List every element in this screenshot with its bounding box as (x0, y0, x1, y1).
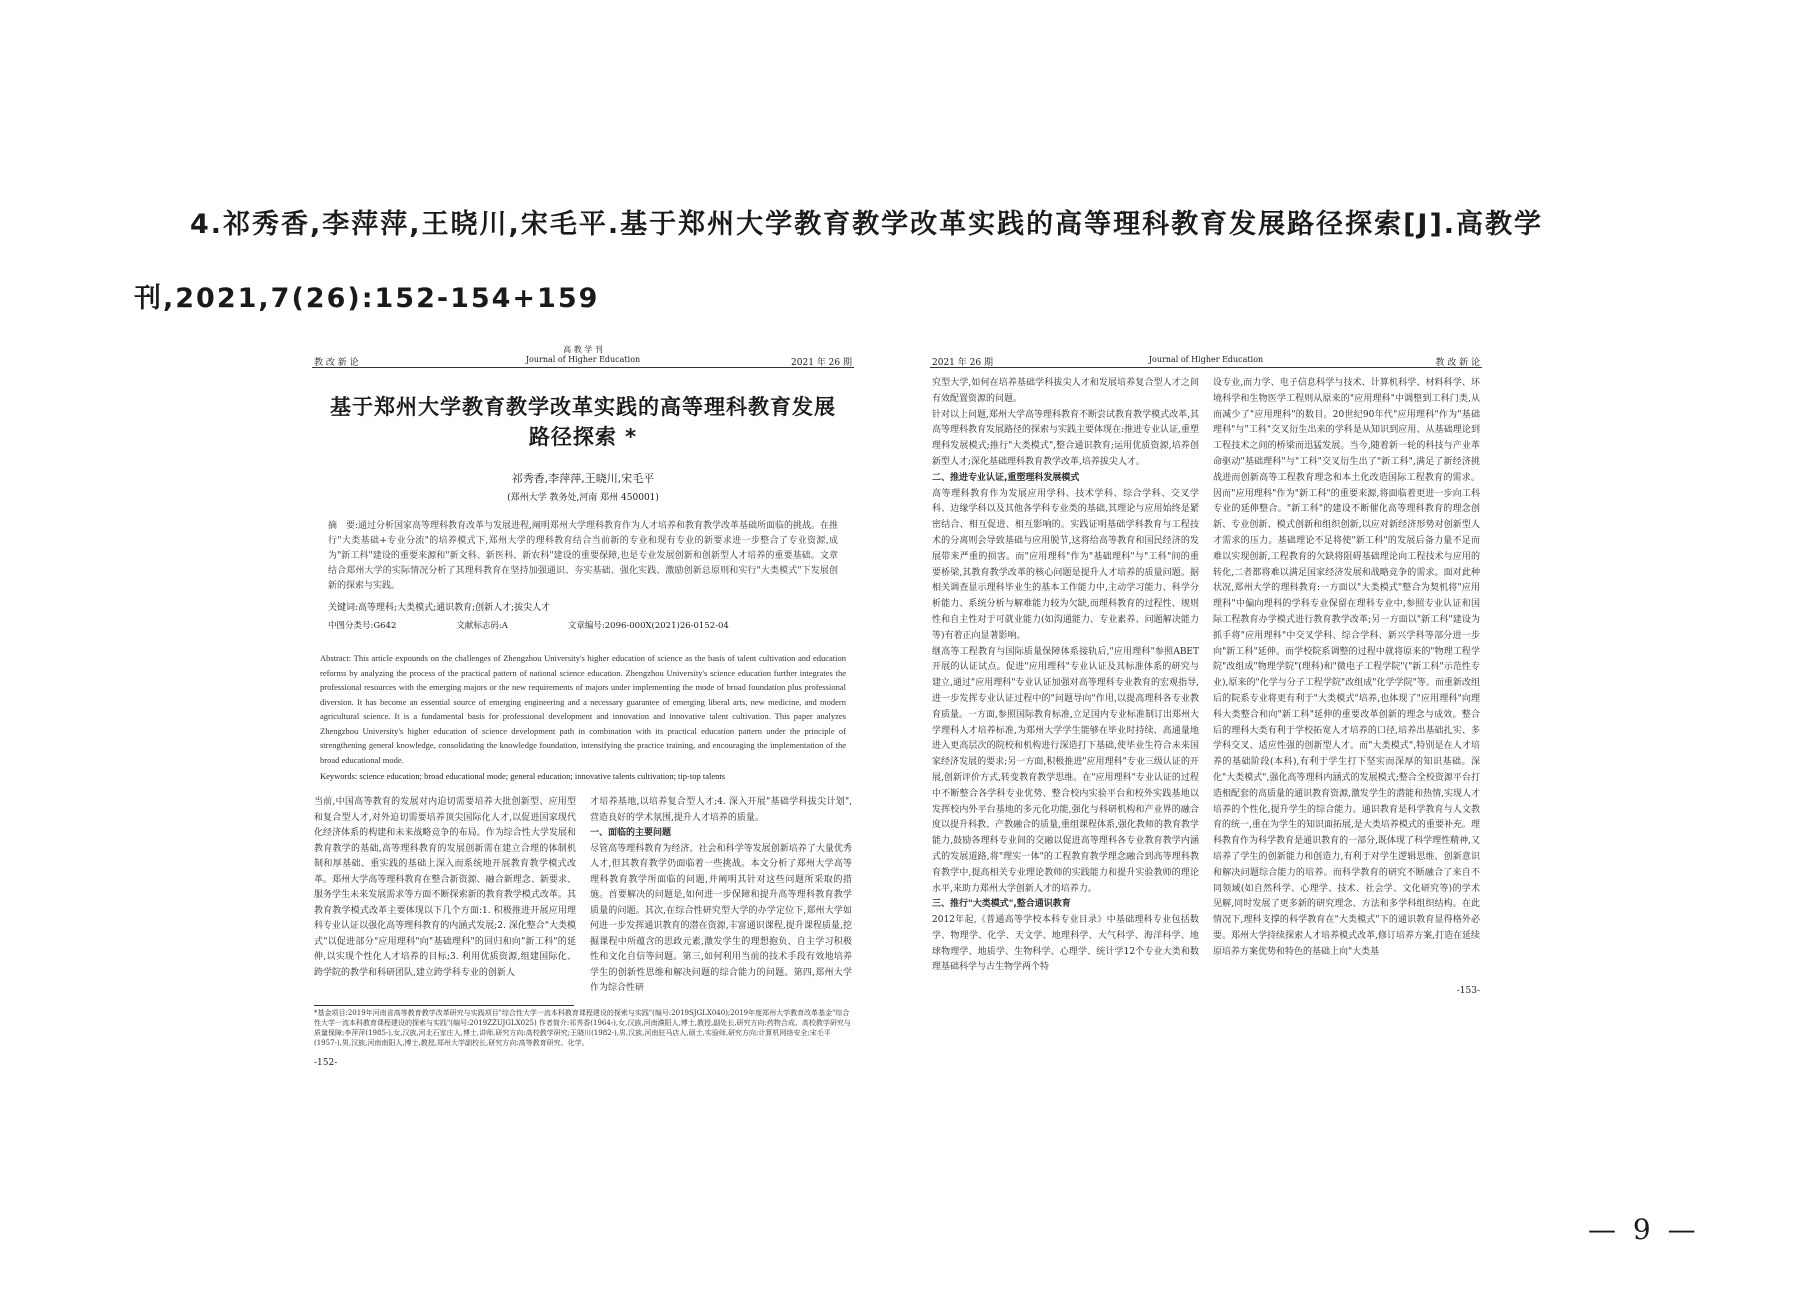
header-rule (312, 367, 854, 368)
article-number: 文章编号:2096-000X(2021)26-0152-04 (567, 621, 729, 631)
section-heading-1: 一、面临的主要问题 (590, 828, 672, 838)
right-page-header (926, 345, 1486, 367)
col1-paragraph-3: 高等理科教育作为发展应用学科、技术学科、综合学科、交叉学科、边缘学科以及其他各学科专业类的基础,其理论与应用始终是紧密结合、相互促进、相互影响的。实践证明基础学科教育与工程技术的分离则会导致基础与应用脱节,这将给高等教育和国民经济的发展带来严重的损害。而"应用理科"作为"基础理科"与"工科"间的重要桥梁,其教育教学改革的核心问题是提升人才培养的质量问题。据相关调查显示理科毕业生的基本工作能力中,主动学习能力、科学分析能力、系统分析与解难能力较为欠缺,而理科教育的过程性、规则性和自主性对于可就业能力(如沟通能力、专业素养、问题解决能力等)有着正向显著影响。 (932, 488, 1199, 641)
body-columns (314, 795, 852, 997)
left-page (308, 345, 858, 1171)
footnote: *基金项目:2019年河南省高等教育教学改革研究与实践项目"综合性大学一流本科教育课程建设的探索与实践"(编号:2019SJGLX040);2019年度郑州大学教育改革基金"综合性大学一流本科教育课程建设的探索与实践"(编号:2019ZZUJGLX025) 作者简介:祁秀香(1964-),女,汉族,河南濮阳人,博士,教授,副处长,研究方向:药物合成、高校教学研究与质量保障;李萍萍(1985-),女,汉族,河北石家庄人,博士,讲师,研究方向:高校教学研究;王晓川(1982-),男,汉族,河南驻马店人,硕士,实验师,研究方向:计算机网络安全;宋毛平(1957-),男,汉族,河南南阳人,博士,教授,郑州大学副校长,研究方向:高等教育研究、化学。 (314, 1008, 851, 1047)
header-rule (930, 367, 1482, 368)
sheet-page-number: — 9 — (1588, 1213, 1700, 1246)
journal-name (308, 345, 858, 365)
section-heading-2: 二、推进专业认证,重塑理科发展模式 (932, 472, 1080, 483)
body-column-2 (590, 795, 852, 997)
authors: 祁秀香,李萍萍,王晓川,宋毛平 (511, 472, 655, 485)
citation (134, 188, 1670, 336)
journal-name-en: Journal of Higher Education (525, 355, 641, 364)
col1-paragraph-4: 继高等工程教育与国际质量保障体系接轨后,"应用理科"参照ABET开展的认证试点。促进"应用理科"专业认证及其标准体系的研究与建立,通过"应用理科"专业认证加强对高等理科专业教育的宏观指导,进一步发挥专业认证过程中的"问题导向"作用,以提高理科各专业教育质量。一方面,参照国际教育标准,立足国内专业标准制订出郑州大学理科人才培养标准,为郑州大学学生能够在毕业时持续、高通量地进入更高层次的院校和机构进行深造打下基础,使毕业生符合未来国家经济发展的要求;另一方面,积极推进"应用理科"专业三级认证的开展,创新评价方式,转变教育教学思维。在"应用理科"专业认证的过程中不断整合各学科专业优势、整合校内实验平台和校外实践基地以发挥校内外平台基地的多元化功能,强化与科研机构和产业界的融合度以提升科教、产教融合的质量,重组课程体系,强化教师的教育教学能力,鼓励各理科专业间的交融以促进高等理科各专业教育教学内涵式的发展道路,将"理实一体"的工程教育教学理念融合到高等理科教育教学中,提高相关专业理论教师的实践能力和提升实验教师的理论水平,来助力郑州大学创新人才的培养力。 (932, 646, 1199, 894)
doc-code: 文献标志码:A (456, 621, 508, 631)
section-heading-3: 三、推行"大类模式",整合通识教育 (932, 899, 1071, 910)
body-column-2: 设专业,而力学、电子信息科学与技术、计算机科学、材料科学、环境科学和生物医学工程则从原来的"应用理科"中调整到工科门类,从而减少了"应用理科"的数目。20世纪90年代"应用理科"作为"基础理科"与"工科"交叉衍生出来的学科是从知识到应用、从基础理论到工程技术之间的桥梁而迅猛发展。当今,随着新一轮的科技与产业革命驱动"基础理科"与"工科"交叉衍生出了"新工科",满足了新经济挑战进而创新高等工程教育理念和本土化改造国际工程教育的需求。因而"应用理科"作为"新工科"的重要来源,将面临着更进一步向工科专业的延伸整合。"新工科"的建设不断催化高等理科教育的理念创新、专业创新、模式创新和组织创新,以应对新经济形势对创新型人才需求的压力。基础理论不足将使"新工科"的发展后备力量不足而难以实现创新,工程教育的欠缺将阻碍基础理论向工程技术与应用的转化,二者都将难以满足国家经济发展和战略竞争的需求。面对此种状况,郑州大学的理科教育:一方面以"大类模式"整合为契机将"应用理科"中偏向理科的学科专业保留在理科专业中,参照专业认证和国际工程教育办学模式进行教育教学改革;另一方面以"新工科"建设为抓手将"应用理科"中交叉学科、综合学科、新兴学科等部分进一步向"新工科"延伸。而学校院系调整的过程中就将原来的"物理工程学院"改组成"物理学院"(理科)和"微电子工程学院"("新工科"示范性专业),原来的"化学与分子工程学院"改组成"化学学院"等。而重新改组后的院系专业将更有利于"大类模式"培养,也体现了"应用理科"向理科大类整合和向"新工科"延伸的重要改革创新的理念与成效。整合后的理科大类有利于学校拓宽人才培养的口径,培养出基础扎实、多学科交叉、适应性强的创新型人才。而"大类模式",特别是在人才培养的基础阶段(本科),有利于学生打下坚实而深厚的知识基础。深化"大类模式",强化高等理科内涵式的发展模式;整合全校资源平台打造相配套的高质量的通识教育资源,激发学生的潜能和热情,实现人才培养的个性化,提升学生的综合能力。通识教育是科学教育与人文教育的统一,重在为学生的知识面拓展,是大类培养模式的重要补充。理科教育作为科学教育是通识教育的一部分,既体现了科学理性精神,又培养了学生的创新能力和创造力,有利于对学生逻辑思维、创新意识和解决问题综合能力的培养。而科学教育的研究不断融合了来自不同领域(如自然科学、心理学、技术、社会学、文化研究等)的学术见解,同时发展了更多新的研究理念、方法和多学科组织结构。在此情况下,理科支撑的科学教育在"大类模式"下的通识教育显得格外必要。郑州大学持续探索人才培养模式改革,修订培养方案,打造在延续原培养方案优势和特色的基础上向"大类基 (1213, 378, 1480, 957)
citation-line-1: 4.祁秀香,李萍萍,王晓川,宋毛平.基于郑州大学教育教学改革实践的高等理科教育发展路径探索[J].高教学 (190, 209, 1544, 240)
issue-label: 2021 年 26 期 (791, 358, 852, 368)
col1-paragraph-5: 2012年起,《普通高等学校本科专业目录》中基础理科专业包括数学、物理学、化学、天文学、地理科学、大气科学、海洋科学、地球物理学、地质学、生物科学、心理学、统计学12个专业大类和数理基础科学与古生物学两个特 (932, 915, 1199, 973)
citation-line-2: 刊,2021,7(26):152-154+159 (134, 283, 600, 314)
title-line-2: 路径探索 * (528, 425, 638, 449)
left-page-header (308, 345, 858, 367)
keywords-en: Keywords: science education; broad educational mode; general education; innovative talents cultivation; tip-top talents (320, 771, 726, 781)
col1-paragraph-2: 针对以上问题,郑州大学高等理科教育不断尝试教育教学模式改革,其高等理科教育发展路径的探索与实践主要体现在:推进专业认证,重塑理科发展模式;推行"大类模式",整合通识教育;运用优质资源,培养创新型人才;深化基础理科教育教学改革,培养拔尖人才。 (932, 409, 1199, 467)
title-line-1: 基于郑州大学教育教学改革实践的高等理科教育发展 (330, 395, 836, 419)
col2-intro: 才培养基地,以培养复合型人才;4. 深入开展"基础学科拔尖计划",营造良好的学术氛围,提升人才培养的质量。 (590, 797, 852, 823)
footnote-rule (314, 1005, 574, 1006)
body-columns (932, 376, 1480, 976)
body-column-1: 当前,中国高等教育的发展对内迫切需要培养大批创新型、应用型和复合型人才,对外迫切需要培养顶尖国际化人才,以促进国家现代化经济体系的构建和未来战略竞争的布局。作为综合性大学发展和教育教学的基础,高等理科教育的发展创新需在建立合理的体制机制和厚基础、重实践的基础上深入而系统地开展教育教学模式改革。郑州大学高等理科教育在整合新资源、融合新理念、新要求、服务学生未来发展需求等方面不断探索新的教育教学模式改革。其教育教学模式改革主要体现以下几个方面:1. 积极推进开展应用理科专业认证以强化高等理科教育的内涵式发展;2. 深化整合"大类模式"以促进部分"应用理科"向"基础理科"的回归和向"新工科"的延伸,以实现个性化人才培养的目标;3. 利用优质资源,组建国际化、跨学院的教学和科研团队,建立跨学科专业的创新人 (314, 797, 576, 978)
journal-name-en: Journal of Higher Education (1148, 355, 1264, 364)
section-label: 教 改 新 论 (1435, 358, 1480, 368)
col2-body: 尽管高等理科教育为经济、社会和科学等发展创新培养了大量优秀人才,但其教育教学仍面临着一些挑战。本文分析了郑州大学高等理科教育教学所面临的问题,并阐明其针对这些问题所采取的措施。首要解决的问题是,如何进一步保障和提升高等理科教育教学质量的问题。其次,在综合性研究型大学的办学定位下,郑州大学如何进一步发挥通识教育的潜在资源,丰富通识课程,提升课程质量,挖掘课程中所蕴含的思政元素,激发学生的理想抱负、自主学习积极性和文化自信等问题。第三,如何利用当前的技术手段有效地培养学生的创新性思维和解决问题的综合能力的问题。第四,郑州大学作为综合性研 (590, 843, 852, 993)
affiliation: (郑州大学 教务处,河南 郑州 450001) (507, 493, 659, 503)
classification-row (328, 619, 838, 631)
right-page (926, 345, 1486, 1171)
body-column-1 (932, 376, 1199, 976)
page-number-right: -153- (1456, 986, 1480, 997)
abstract-en: Abstract: This article expounds on the challenges of Zhengzhou University's higher education of science as the basis of talent cultivation and education reforms by analyzing the process of the practical pattern of national science education. Zhengzhou University's science education further integrates the professional resources with the emerging majors or the new requirements of majors under implementing the mode of broad foundation plus professional diversion. It has become an essential source of emerging engineering and a necessary guarantee of emerging liberal arts, new medicine, and modern agricultural science. It is a fundamental basis for professional development and innovation and innovative talent cultivation. This paper analyzes Zhengzhou University's higher education of science development path in combination with its practical education pattern under the principle of strengthening general knowledge, consolidating the knowledge foundation, intensifying the practice training, and encouraging the implementation of the broad educational mode. (320, 653, 846, 765)
issue-label: 2021 年 26 期 (932, 358, 993, 368)
article-title (308, 392, 858, 452)
keywords-cn: 关键词:高等理科;大类模式;通识教育;创新人才;拔尖人才 (328, 603, 551, 613)
journal-name-cn: 高 教 学 刊 (563, 345, 603, 354)
page-number-left: -152- (314, 1057, 338, 1068)
class-number: 中图分类号:G642 (328, 621, 397, 631)
col1-intro: 究型大学,如何在培养基础学科拔尖人才和发展培养复合型人才之间有效配置资源的问题。 (932, 378, 1199, 404)
abstract-cn: 摘 要:通过分析国家高等理科教育改革与发展进程,阐明郑州大学理科教育作为人才培养和教育教学改革基础所面临的挑战。在推行"大类基础+专业分流"的培养模式下,郑州大学的理科教育结合当前新的专业和现有专业的新要求进一步整合了专业资源,成为"新工科"建设的重要来源和"新文科、新医科、新农科"建设的重要保障,也是专业发展创新和创新型人才培养的重要基础。文章结合郑州大学的实际情况分析了其理科教育在坚持加强通识、夯实基础、强化实践、激励创新总原则和实行"大类模式"下发展创新的探索与实践。 (328, 521, 838, 591)
section-label: 教 改 新 论 (314, 358, 359, 368)
